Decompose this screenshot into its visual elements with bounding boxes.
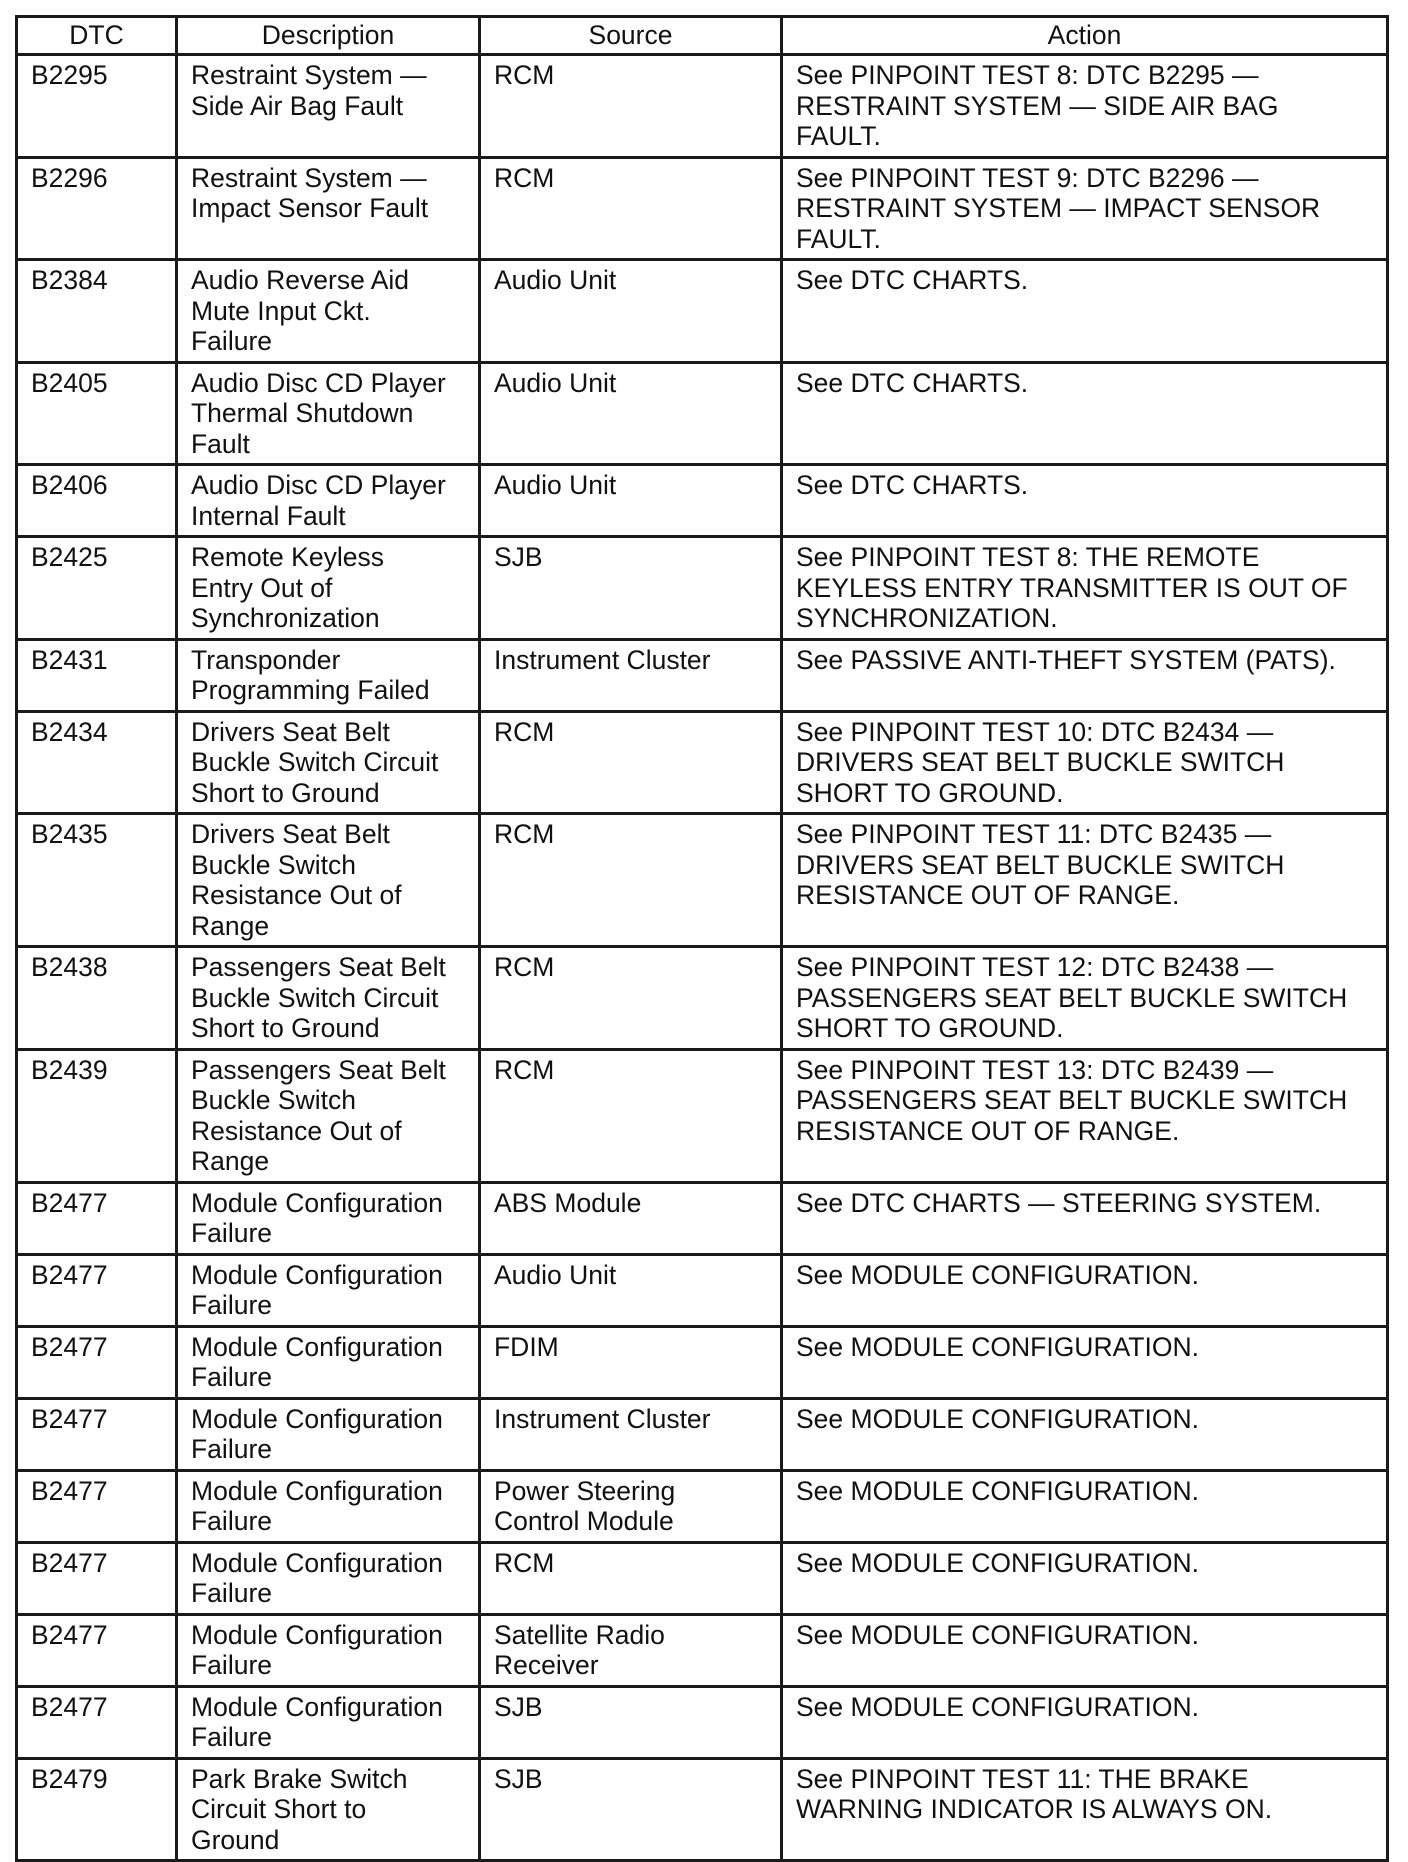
dtc-cell: B2435 [17,814,177,947]
header-source: Source [480,17,782,55]
dtc-cell: B2405 [17,362,177,465]
source-cell: RCM [480,1542,782,1614]
table-row [17,814,1388,947]
dtc-cell: B2384 [17,260,177,363]
description-cell: Module Configuration Failure [177,1326,480,1398]
source-cell: ABS Module [480,1182,782,1254]
table-row [17,1326,1388,1398]
source-cell: Instrument Cluster [480,1398,782,1470]
table-row [17,947,1388,1050]
table-row [17,1398,1388,1470]
table-row [17,711,1388,814]
table-row [17,362,1388,465]
source-cell: Power Steering Control Module [480,1470,782,1542]
table-header [17,17,1388,55]
header-action: Action [782,17,1388,55]
action-cell: See MODULE CONFIGURATION. [782,1614,1388,1686]
dtc-cell: B2431 [17,639,177,711]
source-cell: Audio Unit [480,260,782,363]
source-cell: RCM [480,55,782,158]
dtc-cell: B2477 [17,1326,177,1398]
description-cell: Transponder Programming Failed [177,639,480,711]
dtc-cell: B2295 [17,55,177,158]
table-row [17,1049,1388,1182]
description-cell: Restraint System — Side Air Bag Fault [177,55,480,158]
action-cell: See DTC CHARTS. [782,465,1388,537]
dtc-cell: B2477 [17,1470,177,1542]
table-row [17,157,1388,260]
table-row [17,1614,1388,1686]
source-cell: SJB [480,537,782,640]
table-row [17,1542,1388,1614]
source-cell: Instrument Cluster [480,639,782,711]
source-cell: FDIM [480,1326,782,1398]
description-cell: Module Configuration Failure [177,1614,480,1686]
source-cell: Audio Unit [480,1254,782,1326]
action-cell: See DTC CHARTS — STEERING SYSTEM. [782,1182,1388,1254]
action-cell: See MODULE CONFIGURATION. [782,1686,1388,1758]
action-cell: See PINPOINT TEST 9: DTC B2296 — RESTRAINT SYSTEM — IMPACT SENSOR FAULT. [782,157,1388,260]
description-cell: Module Configuration Failure [177,1398,480,1470]
description-cell: Passengers Seat Belt Buckle Switch Resistance Out of Range [177,1049,480,1182]
action-cell: See DTC CHARTS. [782,362,1388,465]
dtc-cell: B2479 [17,1758,177,1861]
header-description: Description [177,17,480,55]
table-row [17,1182,1388,1254]
action-cell: See PINPOINT TEST 8: DTC B2295 — RESTRAINT SYSTEM — SIDE AIR BAG FAULT. [782,55,1388,158]
description-cell: Audio Disc CD Player Thermal Shutdown Fault [177,362,480,465]
table-row [17,1470,1388,1542]
table-row [17,1254,1388,1326]
description-cell: Restraint System — Impact Sensor Fault [177,157,480,260]
dtc-cell: B2406 [17,465,177,537]
description-cell: Audio Reverse Aid Mute Input Ckt. Failure [177,260,480,363]
action-cell: See MODULE CONFIGURATION. [782,1326,1388,1398]
action-cell: See PASSIVE ANTI-THEFT SYSTEM (PATS). [782,639,1388,711]
description-cell: Module Configuration Failure [177,1686,480,1758]
table-row [17,260,1388,363]
action-cell: See MODULE CONFIGURATION. [782,1254,1388,1326]
header-row [17,17,1388,55]
table-row [17,465,1388,537]
description-cell: Module Configuration Failure [177,1254,480,1326]
table-row [17,1758,1388,1861]
source-cell: RCM [480,157,782,260]
table-row [17,55,1388,158]
action-cell: See MODULE CONFIGURATION. [782,1542,1388,1614]
description-cell: Passengers Seat Belt Buckle Switch Circuit Short to Ground [177,947,480,1050]
description-cell: Drivers Seat Belt Buckle Switch Resistance Out of Range [177,814,480,947]
description-cell: Drivers Seat Belt Buckle Switch Circuit Short to Ground [177,711,480,814]
table-row [17,537,1388,640]
description-cell: Remote Keyless Entry Out of Synchronization [177,537,480,640]
dtc-cell: B2439 [17,1049,177,1182]
dtc-cell: B2477 [17,1614,177,1686]
dtc-cell: B2434 [17,711,177,814]
dtc-cell: B2438 [17,947,177,1050]
action-cell: See PINPOINT TEST 8: THE REMOTE KEYLESS ENTRY TRANSMITTER IS OUT OF SYNCHRONIZATION. [782,537,1388,640]
table-body [17,55,1388,1861]
table-row [17,1686,1388,1758]
action-cell: See PINPOINT TEST 11: DTC B2435 — DRIVERS SEAT BELT BUCKLE SWITCH RESISTANCE OUT OF RANGE. [782,814,1388,947]
source-cell: Audio Unit [480,465,782,537]
dtc-cell: B2477 [17,1254,177,1326]
description-cell: Module Configuration Failure [177,1542,480,1614]
description-cell: Module Configuration Failure [177,1182,480,1254]
source-cell: SJB [480,1686,782,1758]
action-cell: See PINPOINT TEST 11: THE BRAKE WARNING INDICATOR IS ALWAYS ON. [782,1758,1388,1861]
source-cell: Audio Unit [480,362,782,465]
action-cell: See DTC CHARTS. [782,260,1388,363]
source-cell: RCM [480,711,782,814]
source-cell: Satellite Radio Receiver [480,1614,782,1686]
dtc-cell: B2477 [17,1182,177,1254]
source-cell: RCM [480,814,782,947]
description-cell: Audio Disc CD Player Internal Fault [177,465,480,537]
source-cell: RCM [480,1049,782,1182]
source-cell: SJB [480,1758,782,1861]
table-row [17,639,1388,711]
description-cell: Module Configuration Failure [177,1470,480,1542]
dtc-cell: B2425 [17,537,177,640]
dtc-table [15,15,1389,1862]
description-cell: Park Brake Switch Circuit Short to Ground [177,1758,480,1861]
header-dtc: DTC [17,17,177,55]
dtc-cell: B2296 [17,157,177,260]
action-cell: See MODULE CONFIGURATION. [782,1470,1388,1542]
action-cell: See MODULE CONFIGURATION. [782,1398,1388,1470]
action-cell: See PINPOINT TEST 12: DTC B2438 — PASSENGERS SEAT BELT BUCKLE SWITCH SHORT TO GROUND. [782,947,1388,1050]
dtc-cell: B2477 [17,1686,177,1758]
dtc-cell: B2477 [17,1542,177,1614]
dtc-cell: B2477 [17,1398,177,1470]
action-cell: See PINPOINT TEST 10: DTC B2434 — DRIVERS SEAT BELT BUCKLE SWITCH SHORT TO GROUND. [782,711,1388,814]
source-cell: RCM [480,947,782,1050]
action-cell: See PINPOINT TEST 13: DTC B2439 — PASSENGERS SEAT BELT BUCKLE SWITCH RESISTANCE OUT OF RANGE. [782,1049,1388,1182]
